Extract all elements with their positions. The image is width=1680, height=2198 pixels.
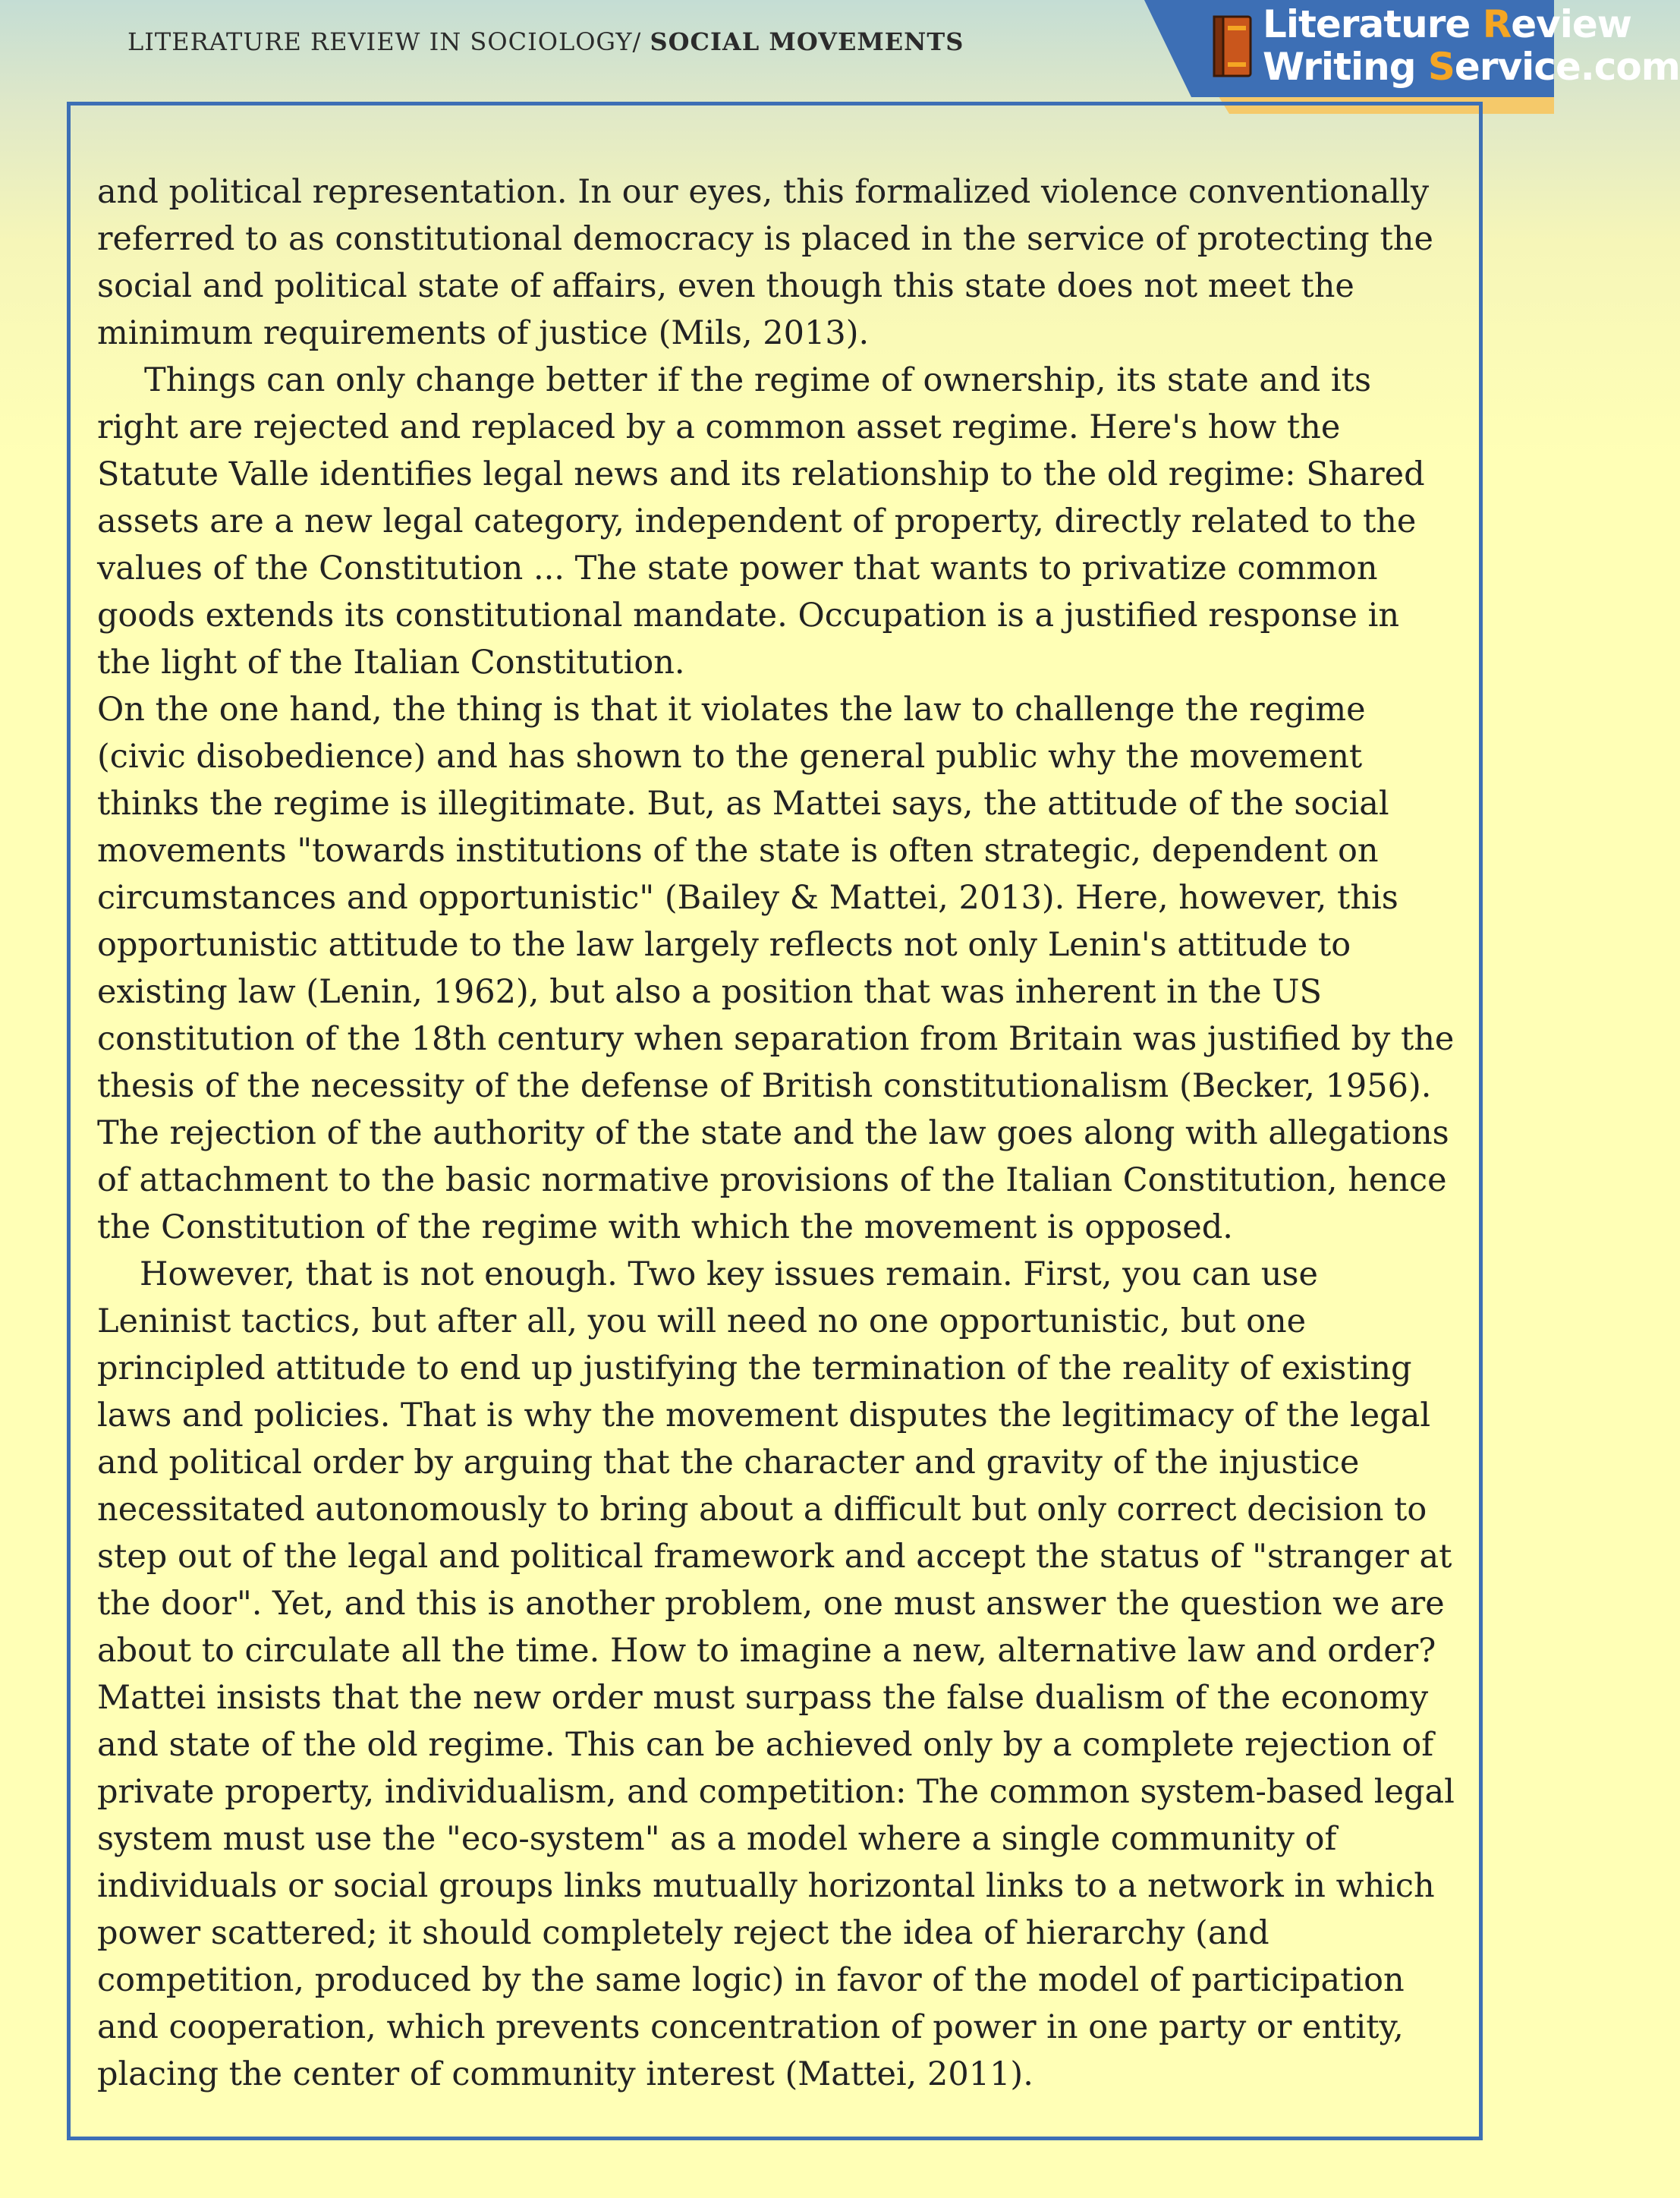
paragraph-1: and political representation. In our eyes, this formalized violence conventionally referred to as constitutional democracy is placed in the service of protecting the social and political state of affairs, even though this state does not meet the minimum requirements of justice (Mils, 2013). bbox=[97, 173, 1433, 352]
document-body bbox=[97, 168, 1455, 2098]
paragraph-3: On the one hand, the thing is that it violates the law to challenge the regime (civic disobedience) and has shown to the general public why the movement thinks the regime is illegitimate. But, as Mattei says, the attitude of the social movements "towards institutions of the state is often strategic, dependent on circumstances and opportunistic" (Bailey & Mattei, 2013). Here, however, this opportunistic attitude to the law largely reflects not only Lenin's attitude to existing law (Lenin, 1962), but also a position that was inherent in the US constitution of the 18th century when separation from Britain was justified by the thesis of the necessity of the defense of British constitutionalism (Becker, 1956). The rejection of the authority of the state and the law goes along with allegations of attachment to the basic normative provisions of the Italian Constitution, hence the Constitution of the regime with which the movement is opposed. bbox=[97, 691, 1455, 1246]
logo-line-1: Literature Review bbox=[1263, 2, 1631, 46]
logo-banner[interactable] bbox=[1144, 0, 1680, 114]
header-title-regular: LITERATURE REVIEW IN SOCIOLOGY/ bbox=[127, 27, 650, 56]
book-icon bbox=[1211, 14, 1254, 79]
running-header bbox=[127, 27, 964, 56]
header-title-bold: SOCIAL MOVEMENTS bbox=[650, 27, 964, 56]
logo-line-2: Writing Service.com bbox=[1263, 45, 1680, 89]
paragraph-4: However, that is not enough. Two key issues remain. First, you can use Leninist tactics, but after all, you will need no one opportunistic, but one principled attitude to end up justifying the termination of the reality of existing laws and policies. That is why the movement disputes the legitimacy of the legal and political order by arguing that the character and gravity of the injustice necessitated autonomously to bring about a difficult but only correct decision to step out of the legal and political framework and accept the status of "stranger at the door". Yet, and this is another problem, one must answer the question we are about to circulate all the time. How to imagine a new, alternative law and order? Mattei insists that the new order must surpass the false dualism of the economy and state of the old regime. This can be achieved only by a complete rejection of private property, individualism, and competition: The common system-based legal system must use the "eco-system" as a model where a single community of individuals or social groups links mutually horizontal links to a network in which power scattered; it should completely reject the idea of hierarchy (and competition, produced by the same logic) in favor of the model of participation and cooperation, which prevents concentration of power in one party or entity, placing the center of community interest (Mattei, 2011). bbox=[97, 1255, 1455, 2093]
logo-text bbox=[1263, 3, 1680, 88]
paragraph-2: Things can only change better if the regime of ownership, its state and its right are rejected and replaced by a common asset regime. Here's how the Statute Valle identifies legal news and its relationship to the old regime: Shared assets are a new legal category, independent of property, directly related to the values of the Constitution ... The state power that wants to privatize common goods extends its constitutional mandate. Occupation is a justified response in the light of the Italian Constitution. bbox=[97, 361, 1425, 682]
